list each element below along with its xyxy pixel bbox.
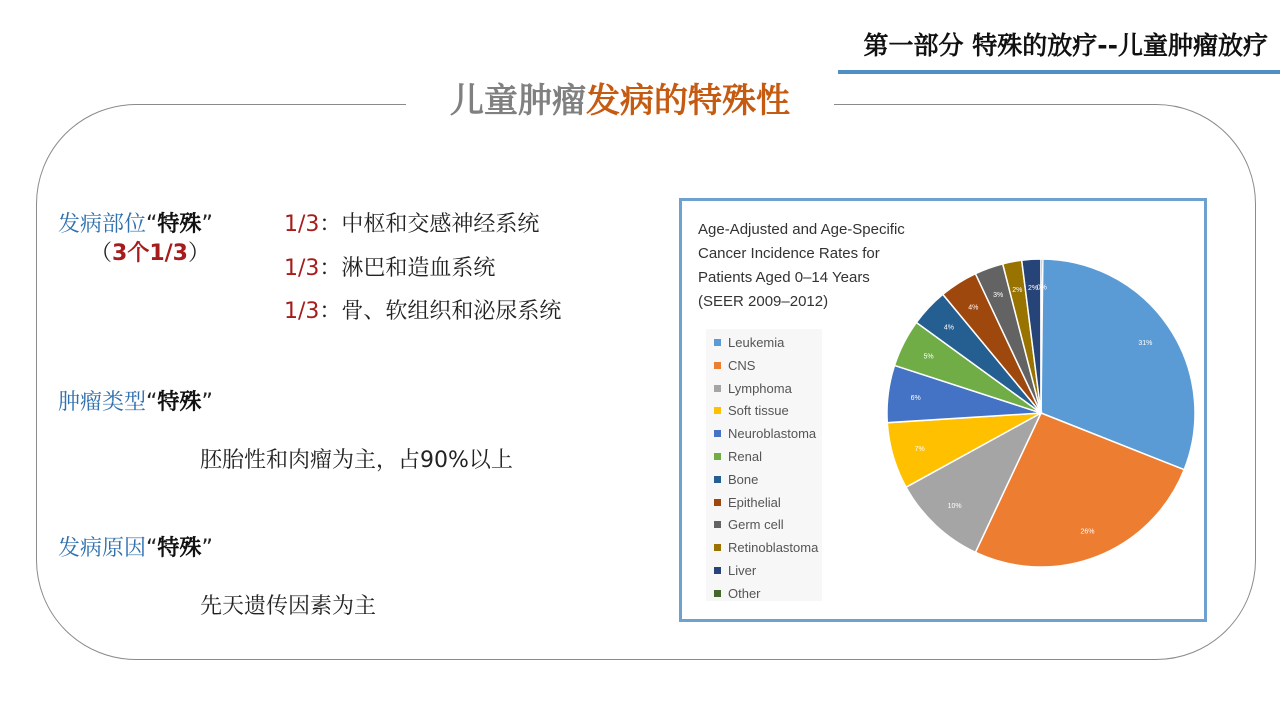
legend-label: Liver	[728, 563, 757, 578]
site-item-text: 淋巴和造血系统	[341, 256, 496, 281]
pie-slice-label: 10%	[947, 503, 962, 511]
pie-slice-label: 2%	[1012, 287, 1023, 294]
site-item-1	[284, 207, 539, 238]
slide-title	[406, 78, 834, 124]
cause-detail: 先天遗传因素为主	[200, 594, 377, 619]
type-detail: 胚胎性和肉瘤为主，占90%以上	[200, 448, 513, 473]
site-subheading	[90, 236, 210, 267]
pie-slice-label: 5%	[923, 353, 934, 361]
cause-label: 发病原因	[58, 536, 147, 561]
type-close-quote: ”	[201, 390, 213, 415]
type-label: 肿瘤类型	[58, 390, 147, 415]
site-item-2	[284, 251, 495, 282]
pie-slice-label: 31%	[1138, 340, 1153, 347]
cause-open-quote: “	[146, 536, 158, 561]
legend-label: Neuroblastoma	[728, 426, 817, 442]
header-underline	[838, 70, 1280, 74]
pie-chart	[682, 201, 1204, 619]
chart-title-line: Age-Adjusted and Age-Specific	[698, 221, 905, 238]
type-emph: 特殊	[157, 390, 202, 415]
type-open-quote: “	[146, 390, 158, 415]
legend-label: Other	[728, 585, 761, 601]
site-emph: 特殊	[157, 212, 202, 237]
pie-chart-figure	[679, 198, 1207, 622]
cause-heading	[58, 531, 213, 562]
pie-slice-label: 3%	[993, 292, 1004, 300]
legend-label: Leukemia	[728, 335, 785, 350]
site-sub-open: （	[90, 241, 113, 266]
legend-label: Soft tissue	[728, 403, 789, 419]
site-item-fraction: 1/3	[284, 256, 320, 281]
pie-slice-label: 4%	[968, 304, 979, 312]
cause-emph: 特殊	[157, 536, 202, 561]
section-header-title: 第一部分 特殊的放疗--儿童肿瘤放疗	[863, 31, 1268, 60]
chart-title-line: (SEER 2009–2012)	[698, 293, 829, 310]
pie-slice-label: 4%	[943, 324, 954, 332]
legend-label: CNS	[728, 357, 756, 373]
site-sub-close: ）	[187, 241, 210, 266]
site-item-fraction: 1/3	[284, 212, 320, 237]
slide-title-part2: 发病的特殊性	[586, 81, 790, 121]
slide-title-part1: 儿童肿瘤	[450, 81, 586, 121]
site-heading	[58, 207, 213, 238]
site-close-quote: ”	[201, 212, 213, 237]
site-item-fraction: 1/3	[284, 299, 320, 324]
legend-label: Retinoblastoma	[728, 540, 819, 556]
site-item-sep: ：	[319, 299, 342, 324]
cause-close-quote: ”	[201, 536, 213, 561]
site-item-sep: ：	[319, 212, 342, 237]
site-item-sep: ：	[319, 256, 342, 281]
pie-slice-label: 2%	[1028, 285, 1039, 292]
pie-slice-label: 26%	[1080, 528, 1095, 536]
type-heading	[58, 385, 213, 416]
pie-slice-label: 7%	[914, 446, 925, 454]
legend-label: Lymphoma	[728, 380, 792, 396]
legend-label: Germ cell	[728, 517, 784, 533]
legend-label: Epithelial	[728, 494, 781, 510]
pie-slice-label: 6%	[910, 395, 921, 403]
chart-title-line: Cancer Incidence Rates for	[698, 245, 880, 262]
site-sub-emph: 3个1/3	[112, 241, 188, 266]
pie-slice-label: 0%	[1036, 284, 1047, 292]
site-open-quote: “	[146, 212, 158, 237]
site-item-3	[284, 294, 561, 325]
site-item-text: 中枢和交感神经系统	[341, 212, 540, 237]
chart-title-line: Patients Aged 0–14 Years	[698, 269, 870, 286]
site-item-text: 骨、软组织和泌尿系统	[341, 299, 562, 324]
site-label: 发病部位	[58, 212, 147, 237]
legend-label: Bone	[728, 471, 759, 487]
legend-label: Renal	[728, 449, 762, 464]
